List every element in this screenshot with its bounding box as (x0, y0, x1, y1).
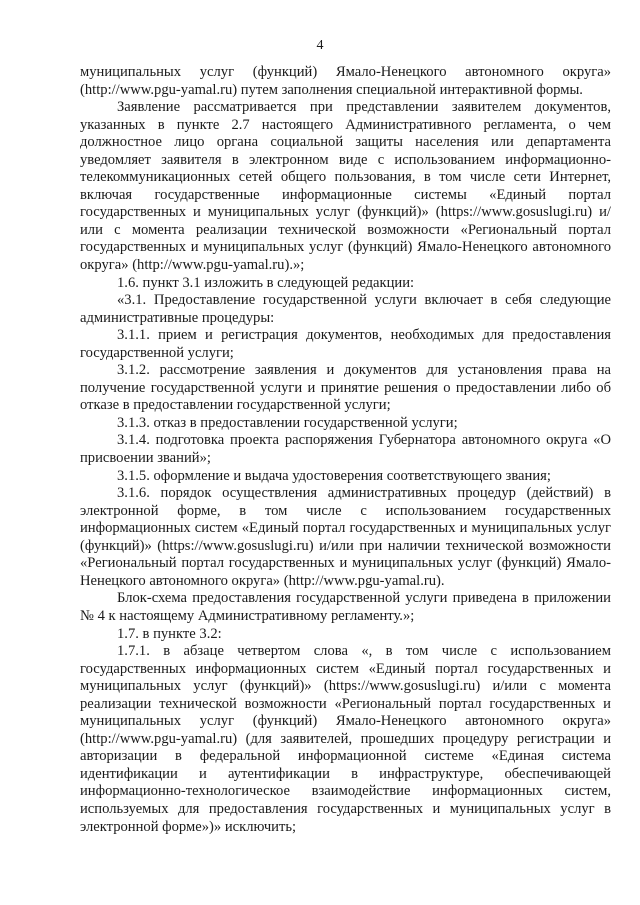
paragraph-clause-3-1-5: 3.1.5. оформление и выдача удостоверения соответствующего звания; (117, 467, 551, 484)
paragraph-flowchart-reference: Блок-схема предоставления государственной услуги приведена в приложении № 4 к настоящему Административному регламенту.»; (80, 590, 611, 624)
paragraph-item-1-7-1: 1.7.1. в абзаце четвертом слова «, в том числе с использованием государственных информационных систем «Единый портал государственных и муниципальных услуг (функций)» (https://www.gosuslugi.ru) и/или с момента реализации технической возможности «Региональный портал государственных и муниципальных услуг (функций) Ямало-Ненецкого автономного округа» (http://www.pgu-yamal.ru) (для заявителей, прошедших процедуру регистрации и авторизации в федеральной информационной системе «Единая система идентификации и аутентификации в инфраструктуре, обеспечивающей информационно-технологическое взаимодействие информационных систем, используемых для предоставления государственных и муниципальных услуг в электронной форме»)» исключить; (80, 643, 611, 835)
paragraph-clause-3-1-3: 3.1.3. отказ в предоставлении государственной услуги; (117, 414, 458, 431)
paragraph-continuation: муниципальных услуг (функций) Ямало-Ненецкого автономного округа» (http://www.pgu-yamal.ru) путем заполнения специальной интерактивной формы. (80, 64, 611, 98)
paragraph-clause-3-1-6: 3.1.6. порядок осуществления административных процедур (действий) в электронной форме, в том числе с использованием государственных информационных систем «Единый портал государственных и муниципальных услуг (функций)» (https://www.gosuslugi.ru) и/или при наличии технической возможности «Региональный портал государственных и муниципальных услуг (функций) Ямало-Ненецкого автономного округа» (http://www.pgu-yamal.ru). (80, 485, 611, 589)
paragraph-item-1-7: 1.7. в пункте 3.2: (117, 625, 222, 642)
paragraph-clause-3-1: «3.1. Предоставление государственной услуги включает в себя следующие административные процедуры: (80, 292, 611, 326)
paragraph-clause-3-1-2: 3.1.2. рассмотрение заявления и документов для установления права на получение государственной услуги и принятие решения о предоставлении либо об отказе в предоставлении государственной услуги; (80, 362, 611, 414)
paragraph-application-review: Заявление рассматривается при представлении заявителем документов, указанных в пункте 2.7 настоящего Административного регламента, о чем должностное лицо органа социальной защиты населения или департамента уведомляет заявителя в электронном виде с использованием информационно-телекоммуникационных сетей общего пользования, в том числе сети Интернет, включая государственные информационные системы «Единый портал государственных и муниципальных услуг (функций)» (https://www.gosuslugi.ru) и/или с момента реализации технической возможности «Региональный портал государственных и муниципальных услуг (функций) Ямало-Ненецкого автономного округа» (http://www.pgu-yamal.ru).»; (80, 99, 611, 274)
page-number: 4 (316, 38, 324, 53)
paragraph-item-1-6: 1.6. пункт 3.1 изложить в следующей редакции: (117, 274, 415, 291)
document-body (80, 64, 611, 836)
paragraph-clause-3-1-4: 3.1.4. подготовка проекта распоряжения Губернатора автономного округа «О присвоении званий»; (80, 432, 611, 467)
paragraph-clause-3-1-1: 3.1.1. прием и регистрация документов, необходимых для предоставления государственной услуги; (80, 327, 611, 361)
